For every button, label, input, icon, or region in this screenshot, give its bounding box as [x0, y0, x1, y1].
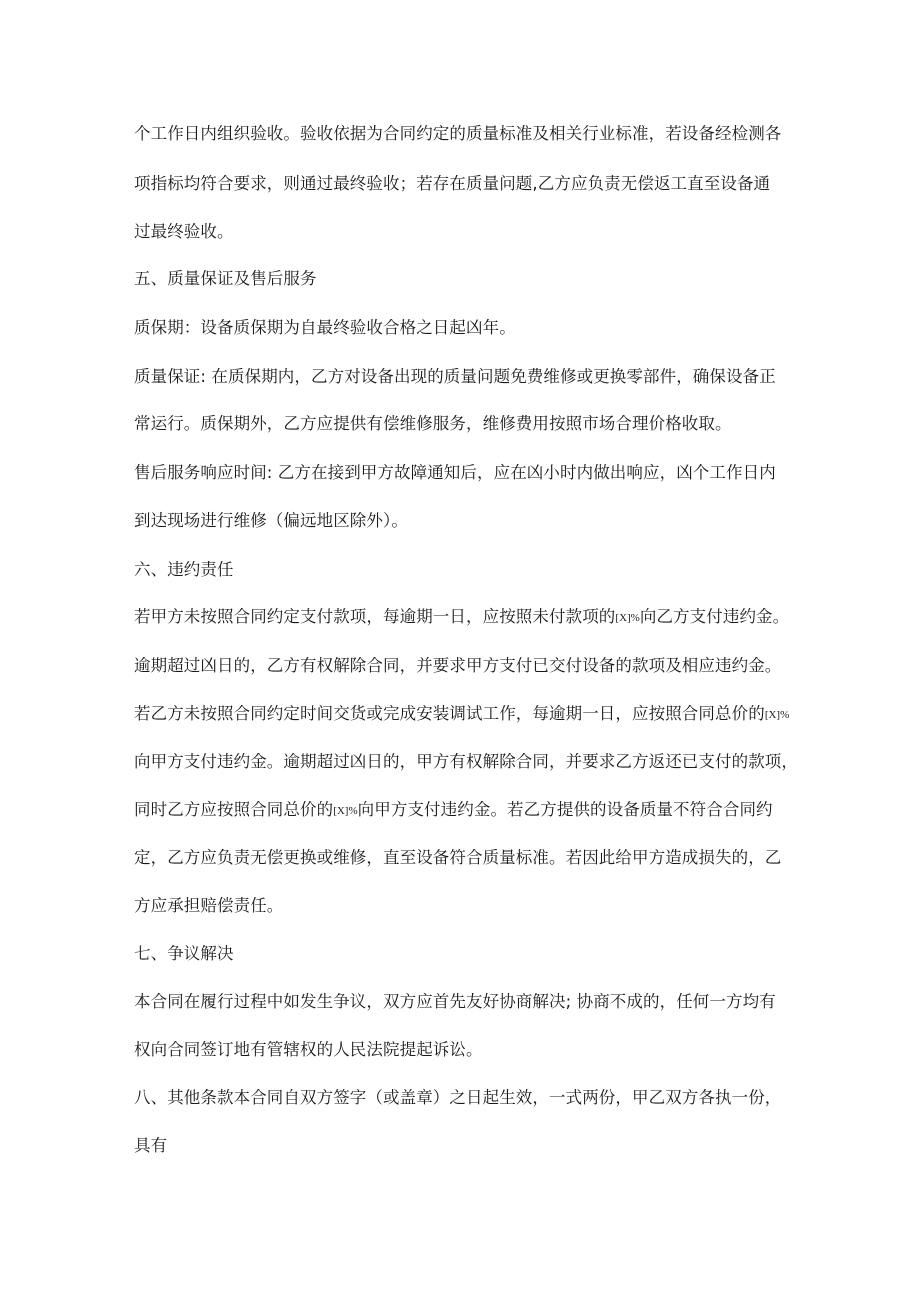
breach-line-6: 定，乙方应负责无偿更换或维修，直至设备符合质量标准。若因此给甲方造成损失的，乙 [134, 848, 782, 867]
breach-line-1-text-b: 向乙方支付违约金。 [639, 607, 790, 626]
breach-line-3-text-a: 若乙方未按照合同约定时间交货或完成安装调试工作，每逾期一日，应按照合同总价的 [134, 704, 765, 723]
breach-line-7: 方应承担赔偿责任。 [134, 896, 284, 915]
breach-line-5-text-a: 同时乙方应按照合同总价的 [134, 800, 334, 819]
quality-guarantee-line-2: 常运行。质保期外，乙方应提供有偿维修服务，维修费用按照市场合理价格收取。 [134, 414, 732, 433]
percentage-placeholder: [X]% [764, 709, 790, 721]
service-response-line-2: 到达现场进行维修（偏远地区除外）。 [134, 511, 408, 530]
service-response-line-1: 售后服务响应时间: 乙方在接到甲方故障通知后，应在凶小时内做出响应，凶个工作日内 [134, 463, 776, 482]
breach-line-5-text-b: 向甲方支付违约金。若乙方提供的设备质量不符合合同约 [357, 800, 773, 819]
section-heading-8-line: 八、其他条款本合同自双方签字（或盖章）之日起生效，一式两份，甲乙双方各执一份， [134, 1088, 782, 1107]
breach-line-1 [134, 605, 814, 630]
acceptance-line-1: 个工作日内组织验收。验收依据为合同约定的质量标准及相关行业标准，若设备经检测各 [134, 124, 782, 143]
breach-line-1-text-a: 若甲方未按照合同约定支付款项，每逾期一日，应按照未付款项的 [134, 607, 616, 626]
dispute-line-2: 权向合同签订地有管辖权的人民法院提起诉讼。 [134, 1040, 483, 1059]
quality-guarantee-line-1: 质量保证: 在质保期内，乙方对设备出现的质量问题免费维修或更换零部件，确保设备正 [134, 367, 776, 386]
section-heading-5: 五、质量保证及售后服务 [134, 269, 317, 288]
breach-line-2: 逾期超过凶日的，乙方有权解除合同，并要求甲方支付已交付设备的款项及相应违约金。 [134, 656, 782, 675]
percentage-placeholder: [X]% [333, 805, 358, 817]
acceptance-line-2: 项指标均符合要求，则通过最终验收；若存在质量问题,乙方应负责无偿返工直至设备通 [134, 174, 771, 193]
percentage-placeholder: [X]% [615, 612, 640, 624]
section-heading-7: 七、争议解决 [134, 944, 234, 963]
section-heading-6: 六、违约责任 [134, 560, 234, 579]
dispute-line-1: 本合同在履行过程中如发生争议，双方应首先友好协商解决; 协商不成的，任何一方均有 [134, 992, 776, 1011]
breach-line-5 [134, 798, 814, 823]
final-line: 具有 [134, 1136, 168, 1155]
warranty-period-paragraph: 质保期：设备质保期为自最终验收合格之日起凶年。 [134, 318, 516, 337]
breach-line-4: 向甲方支付违约金。逾期超过凶日的，甲方有权解除合同，并要求乙方返还已支付的款项， [134, 752, 798, 771]
acceptance-line-3: 过最终验收。 [134, 222, 234, 241]
breach-line-3 [134, 702, 814, 727]
